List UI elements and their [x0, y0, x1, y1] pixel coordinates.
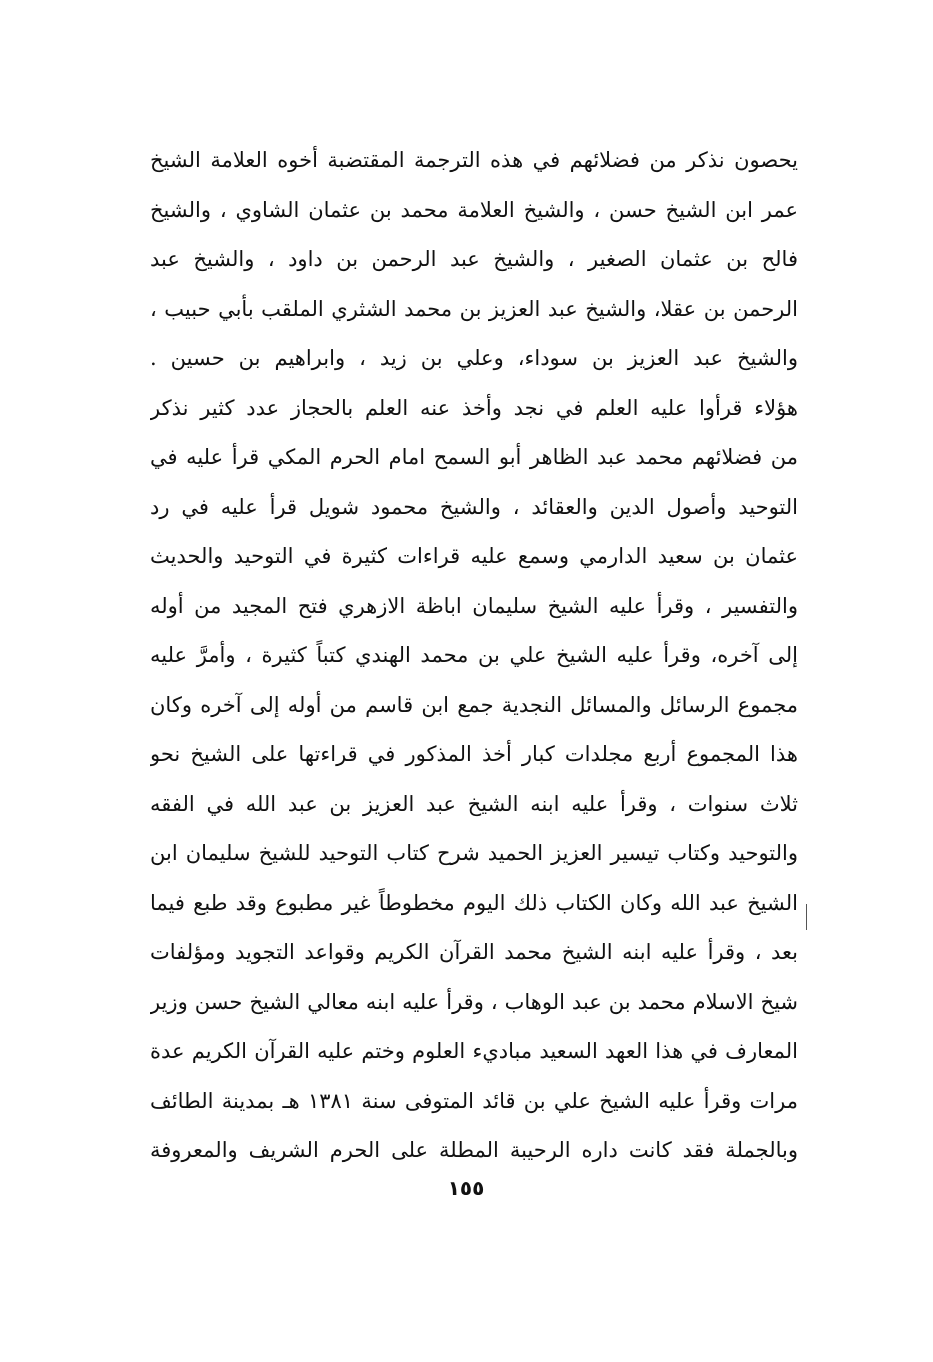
text-line: شيخ الاسلام محمد بن عبد الوهاب ، وقرأ عليه ابنه معالي الشيخ حسن وزير	[150, 989, 798, 1014]
text-line: ثلاث سنوات ، وقرأ عليه ابنه الشيخ عبد العزيز بن عبد الله في الفقه	[150, 791, 798, 816]
text-line: وبالجملة فقد كانت داره الرحيبة المطلة على الحرم الشريف والمعروفة	[150, 1138, 798, 1162]
text-line: من فضلائهم محمد عبد الظاهر أبو السمح امام الحرم المكي قرأ عليه في	[150, 445, 798, 469]
text-line: الرحمن بن عقلا، والشيخ عبد العزيز بن محمد الشثري الملقب بأبي حبيب ،	[150, 296, 798, 321]
text-line: الشيخ عبد الله وكان الكتاب ذلك اليوم مخطوطاً غير مطبوع وقد طبع فيما	[150, 890, 798, 915]
text-line: هذا المجموع أربع مجلدات كبار أخذ المذكور في قراءتها على الشيخ نحو	[150, 742, 798, 766]
text-line: المعارف في هذا العهد السعيد مباديء العلوم وختم عليه القرآن الكريم عدة	[150, 1039, 798, 1063]
margin-mark	[806, 904, 807, 930]
text-line: والتفسير ، وقرأ عليه الشيخ سليمان اباظة الازهري فتح المجيد من أوله	[150, 593, 798, 618]
text-line: بعد ، وقرأ عليه ابنه الشيخ محمد القرآن الكريم وقواعد التجويد ومؤلفات	[150, 940, 798, 964]
text-line: فالح بن عثمان الصغير ، والشيخ عبد الرحمن بن داود ، والشيخ عبد	[150, 247, 798, 271]
text-line: مجموع الرسائل والمسائل النجدية جمع ابن قاسم من أوله إلى آخره وكان	[150, 692, 798, 717]
text-line: التوحيد وأصول الدين والعقائد ، والشيخ محمود شويل قرأ عليه في رد	[150, 494, 798, 519]
body-text	[150, 136, 798, 1176]
text-line: هؤلاء قرأوا عليه العلم في نجد وأخذ عنه العلم بالحجاز عدد كثير نذكر	[150, 395, 798, 420]
page-number: ١٥٥	[447, 1176, 485, 1200]
text-line: يحصون نذكر من فضلائهم في هذه الترجمة المقتضبة أخوه العلامة الشيخ	[150, 148, 798, 172]
text-line: والشيخ عبد العزيز بن سوداء، وعلي بن زيد ، وابراهيم بن حسين .	[150, 346, 798, 370]
text-line: عثمان بن سعيد الدارمي وسمع عليه قراءات كثيرة في التوحيد والحديث	[150, 544, 798, 568]
text-line: إلى آخره، وقرأ عليه الشيخ علي بن محمد الهندي كتباً كثيرة ، وأمرَّ عليه	[150, 643, 798, 667]
text-line: عمر ابن الشيخ حسن ، والشيخ العلامة محمد بن عثمان الشاوي ، والشيخ	[150, 197, 798, 222]
text-line: مرات وقرأ عليه الشيخ علي بن قائد المتوفى سنة ١٣٨١ هـ بمدينة الطائف	[150, 1088, 798, 1113]
text-line: والتوحيد وكتاب تيسير العزيز الحميد شرح كتاب التوحيد للشيخ سليمان ابن	[150, 841, 798, 865]
